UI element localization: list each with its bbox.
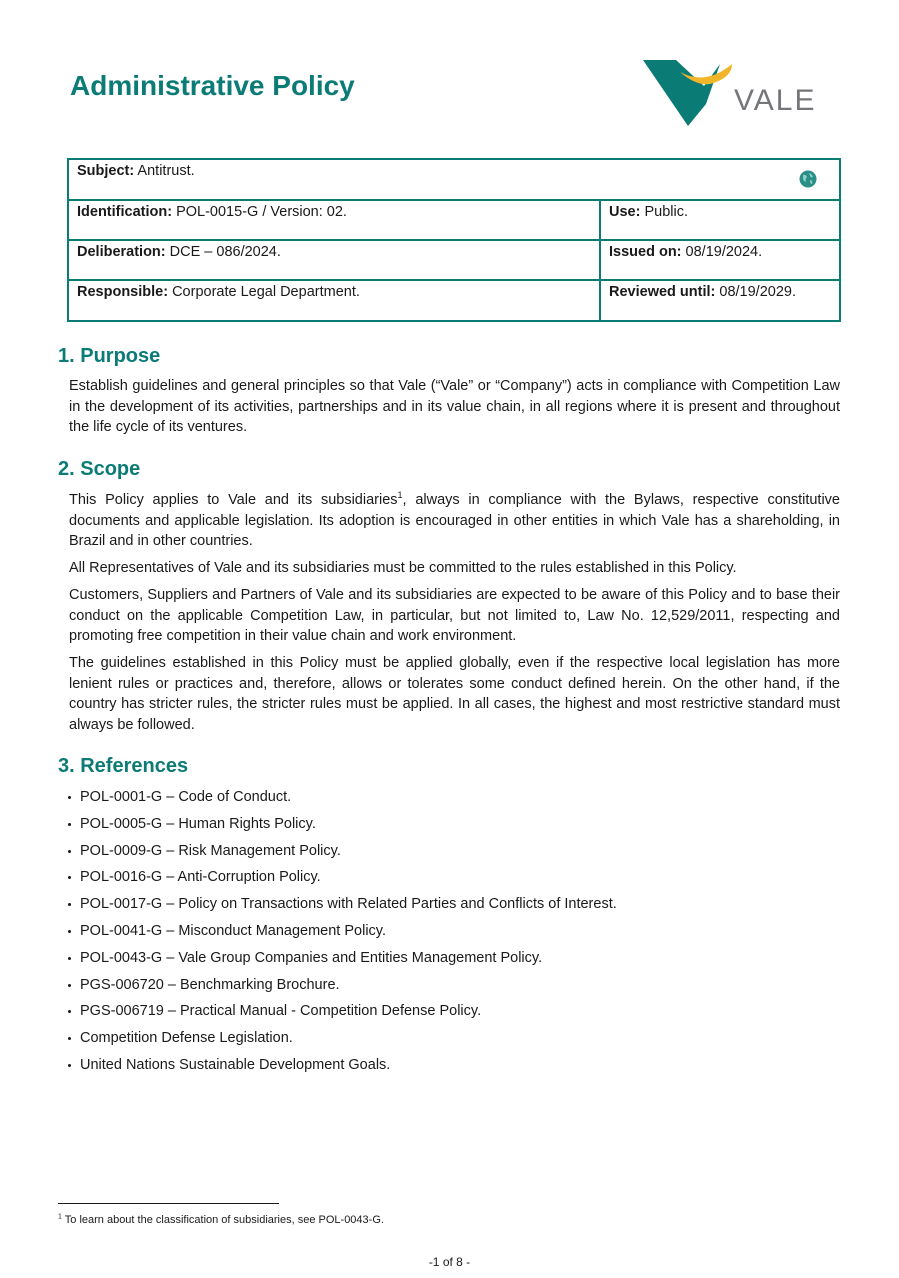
scope-p1-text-b: , always in compliance with the Bylaws, respective constitutive documents and applicable legislation. Its adoption is encouraged in other entities in which Vale has a shareholding, in Brazil and in other countries.: [69, 492, 840, 549]
list-item: POL-0043-G – Vale Group Companies and Entities Management Policy.: [62, 948, 617, 975]
reviewed-label: Reviewed until:: [609, 284, 716, 300]
page-title: Administrative Policy: [70, 70, 355, 101]
logo-text: VALE: [734, 84, 817, 117]
policy-info-table: [67, 158, 841, 322]
issued-value: 08/19/2024.: [681, 244, 763, 260]
page-number: -1 of 8 -: [428, 1255, 471, 1269]
scope-paragraph-3: Customers, Suppliers and Partners of Vale and its subsidiaries are expected to be aware of this Policy and to base their conduct on the applicable Competition Law, in particular, but not limited to, Law No. 12,529/2011, respecting and promoting free competition in their value chain and work environment.: [69, 587, 840, 644]
subject-label: Subject:: [77, 163, 135, 179]
footnote-text: To learn about the classification of subsidiaries, see POL-0043-G.: [61, 1214, 384, 1226]
responsible-value: Corporate Legal Department.: [168, 284, 360, 300]
footnote-mark: 1: [58, 1213, 62, 1221]
scope-paragraph-2: All Representatives of Vale and its subsidiaries must be committed to the rules established in this Policy.: [69, 560, 737, 576]
deliberation-value: DCE – 086/2024.: [165, 244, 281, 260]
globe-icon: [799, 170, 817, 188]
scope-p1-text-a: This Policy applies to Vale and its subsidiaries: [69, 492, 398, 508]
scope-paragraph-1: [69, 490, 840, 552]
reviewed-value: 08/19/2029.: [715, 284, 796, 300]
subject-cell: [68, 159, 840, 200]
deliberation-label: Deliberation:: [77, 244, 166, 260]
section-title-scope: 2. Scope: [58, 458, 141, 480]
footnote: [58, 1214, 384, 1226]
list-item: POL-0041-G – Misconduct Management Policy.: [62, 921, 617, 948]
scope-paragraph-4: The guidelines established in this Policy must be applied globally, even if the respective local legislation has more lenient rules or practices and, therefore, allows or tolerates some conduct defined herein. On the other hand, if the country has stricter rules, the stricter rules must be applied. In all cases, the highest and most restrictive standard must always be followed.: [69, 655, 840, 733]
vale-v-icon: [640, 56, 740, 130]
list-item: POL-0005-G – Human Rights Policy.: [62, 814, 617, 841]
list-item: POL-0001-G – Code of Conduct.: [62, 787, 617, 814]
list-item: POL-0016-G – Anti-Corruption Policy.: [62, 867, 617, 894]
list-item: POL-0009-G – Risk Management Policy.: [62, 841, 617, 868]
identification-value: POL-0015-G / Version: 02.: [172, 204, 347, 220]
section-title-purpose: 1. Purpose: [58, 345, 161, 367]
issued-cell: [600, 240, 840, 280]
identification-label: Identification:: [77, 204, 173, 220]
use-label: Use:: [609, 204, 641, 220]
purpose-paragraph: Establish guidelines and general principles so that Vale (“Vale” or “Company”) acts in compliance with Competition Law in the development of its activities, partnerships and in its value chain, in all regions where it is present and throughout the life cycle of its ventures.: [69, 378, 840, 435]
identification-cell: [68, 200, 600, 240]
footnote-divider: [58, 1203, 279, 1204]
list-item: PGS-006720 – Benchmarking Brochure.: [62, 975, 617, 1002]
list-item: United Nations Sustainable Development Goals.: [62, 1055, 617, 1082]
footnote-reference-1[interactable]: 1: [397, 490, 403, 501]
references-list: [62, 787, 617, 1082]
list-item: POL-0017-G – Policy on Transactions with Related Parties and Conflicts of Interest.: [62, 894, 617, 921]
deliberation-cell: [68, 240, 600, 280]
responsible-label: Responsible:: [77, 284, 169, 300]
use-value: Public.: [640, 204, 688, 220]
issued-label: Issued on:: [609, 244, 682, 260]
reviewed-cell: [600, 280, 840, 321]
list-item: PGS-006719 – Practical Manual - Competition Defense Policy.: [62, 1001, 617, 1028]
responsible-cell: [68, 280, 600, 321]
vale-logo: [640, 56, 820, 130]
use-cell: [600, 200, 840, 240]
logo-teal-shape: [643, 60, 720, 126]
list-item: Competition Defense Legislation.: [62, 1028, 617, 1055]
section-title-references: 3. References: [58, 755, 189, 777]
subject-value: Antitrust.: [134, 163, 195, 179]
